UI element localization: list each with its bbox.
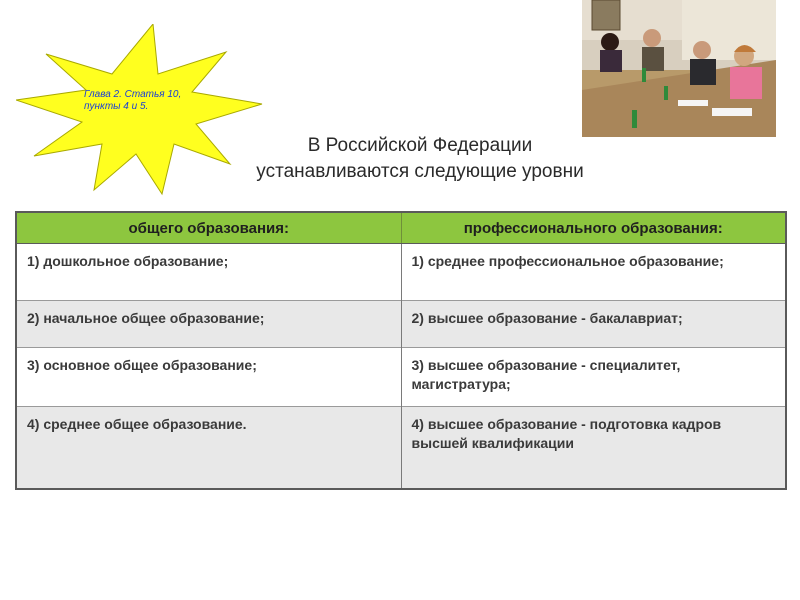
table-cell: 2) высшее образование - бакалавриат; xyxy=(401,301,785,348)
callout-text: Глава 2. Статья 10, пункты 4 и 5. xyxy=(84,89,182,112)
table-cell: 4) высшее образование - подготовка кадров высшей квалификации xyxy=(401,407,785,489)
education-levels-table xyxy=(15,211,787,490)
table-row xyxy=(17,301,785,348)
meeting-photo xyxy=(582,0,776,137)
table-row xyxy=(17,348,785,407)
header-professional-education: профессионального образования: xyxy=(401,213,785,244)
meeting-photo-image xyxy=(582,0,776,137)
table-header-row xyxy=(17,213,785,244)
heading-line-2: устанавливаются следующие уровни xyxy=(256,161,584,182)
table-row xyxy=(17,407,785,489)
table-cell: 1) среднее профессиональное образование; xyxy=(401,244,785,301)
heading-line-1: В Российской Федерации xyxy=(307,135,533,156)
header-general-education: общего образования: xyxy=(17,213,401,244)
table-row xyxy=(17,244,785,301)
table-cell: 1) дошкольное образование; xyxy=(17,244,401,301)
table-cell: 4) среднее общее образование. xyxy=(17,407,401,489)
page-heading xyxy=(200,133,640,185)
table-cell: 3) основное общее образование; xyxy=(17,348,401,407)
table-cell: 3) высшее образование - специалитет, магистратура; xyxy=(401,348,785,407)
table-cell: 2) начальное общее образование; xyxy=(17,301,401,348)
